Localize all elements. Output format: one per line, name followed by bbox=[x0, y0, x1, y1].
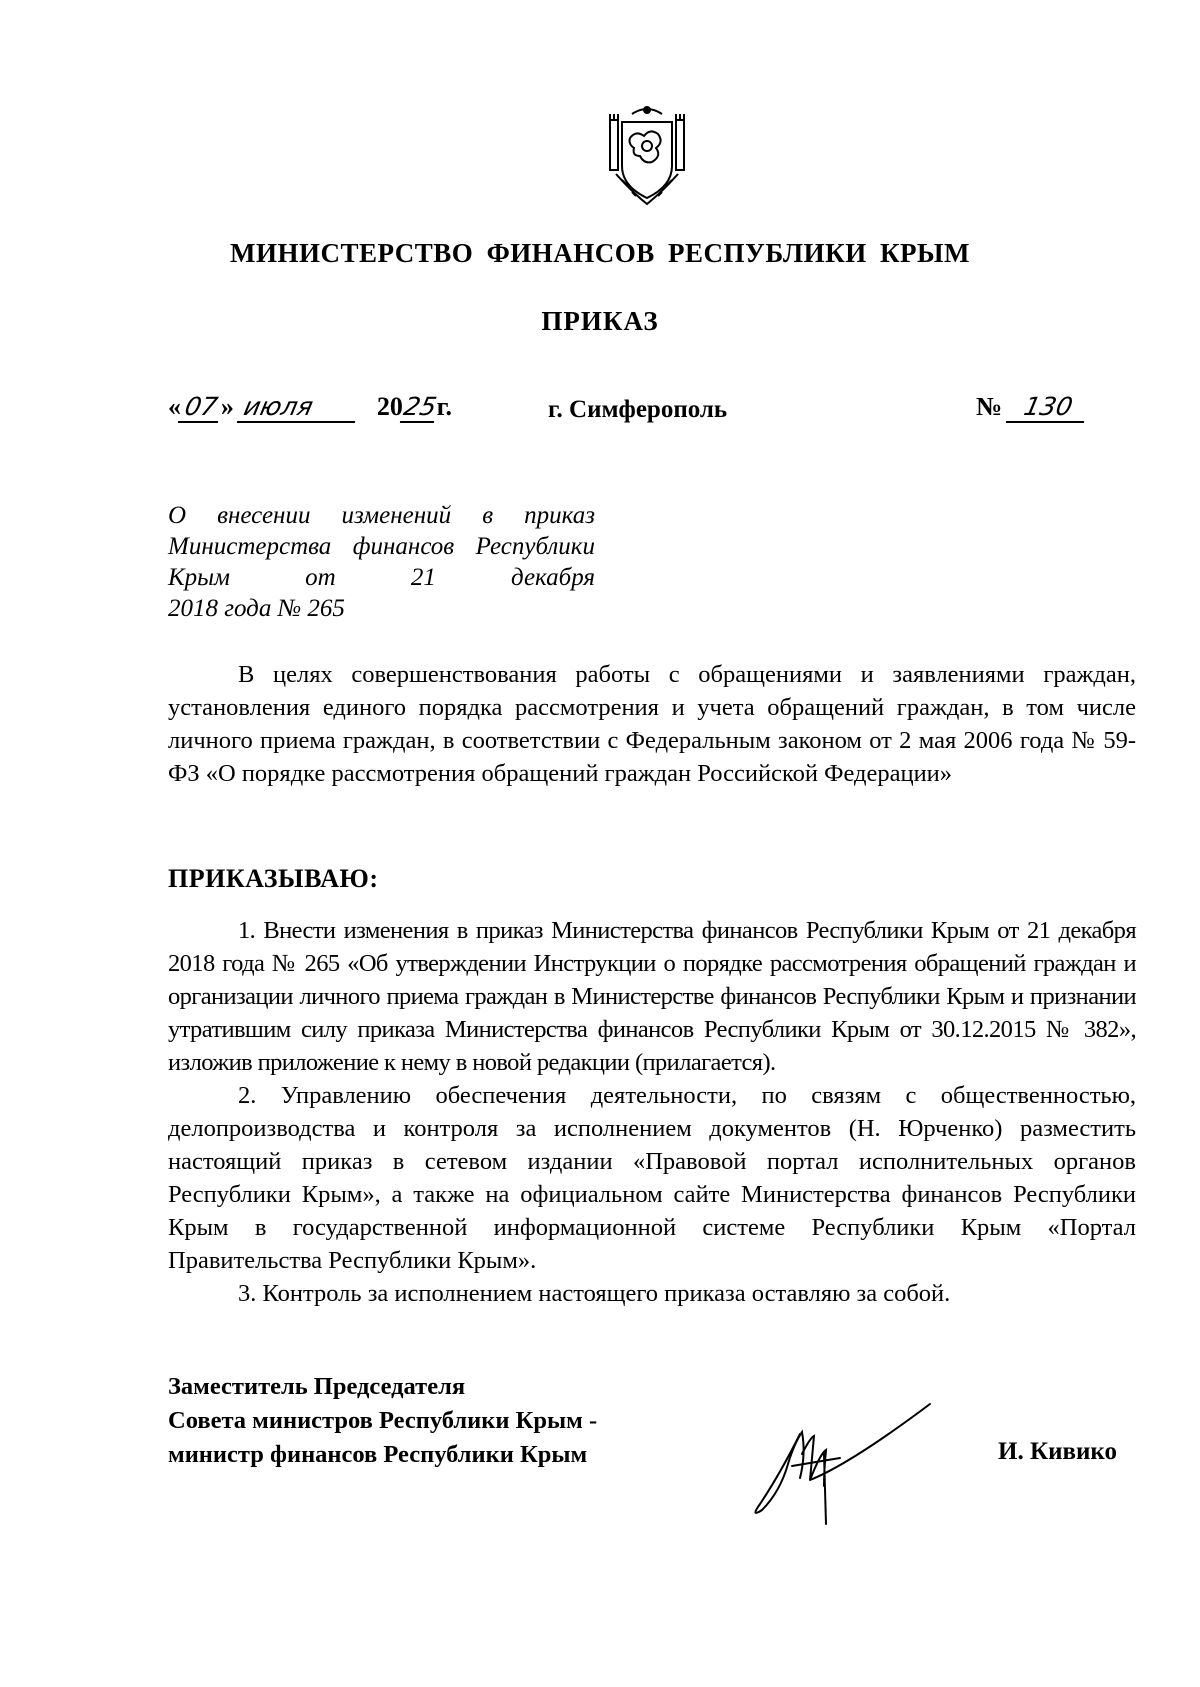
signer-title-line-3: министр финансов Республики Крым bbox=[168, 1441, 588, 1468]
signer-title-line-1: Заместитель Председателя bbox=[168, 1373, 466, 1400]
decree-word: ПРИКАЗЫВАЮ: bbox=[168, 864, 379, 893]
order-items bbox=[168, 914, 1136, 1310]
order-item-1: 1. Внести изменения в приказ Министерства финансов Республики Крым от 21 декабря 2018 года № 265 «Об утверждении Инструкции о порядке рассмотрения обращений граждан и организации личного приема граждан в Министерстве финансов Республики Крым и признании утратившим силу приказа Министерства финансов Республики Крым от 30.12.2015 № 382», изложив приложение к нему в новой редакции (прилагается). bbox=[168, 917, 1136, 1076]
signer-title-line-2: Совета министров Республики Крым - bbox=[168, 1407, 598, 1434]
number-value: 130 bbox=[1005, 393, 1089, 423]
date-year-suffix: 25 bbox=[401, 392, 440, 421]
coat-of-arms-icon bbox=[602, 104, 692, 208]
ministry-name: МИНИСТЕРСТВО ФИНАНСОВ РЕСПУБЛИКИ КРЫМ bbox=[229, 238, 971, 268]
subject-line-2: Министерства финансов bbox=[168, 533, 455, 560]
city: г. Симферополь bbox=[548, 396, 728, 423]
preamble-paragraph: В целях совершенствования работы с обращениями и заявлениями граждан, установления единого порядка рассмотрения и учета обращений граждан, в том числе личного приема граждан, в соответствии с Федеральным законом от 2 мая 2006 года № 59-ФЗ «О порядке рассмотрения обращений граждан Российской Федерации» bbox=[168, 661, 1136, 787]
order-item-2: 2. Управлению обеспечения деятельности, по связям с общественностью, делопроизводства и контроля за исполнением документов (Н. Юрченко) разместить настоящий приказ в сетевом издании «Правовой портал исполнительных органов Республики Крым», а также на официальном сайте Министерства финансов Республики Крым в государственной информационной системе Республики Крым «Портал Правительства Республики Крым». bbox=[168, 1082, 1136, 1274]
date-year-prefix: 20 bbox=[376, 392, 403, 421]
subject-line-1: О внесении изменений в приказ bbox=[168, 502, 595, 529]
subject-line-4: 2018 года № 265 bbox=[168, 595, 345, 622]
date-open-quote: « bbox=[168, 392, 181, 421]
date-year-mark: г. bbox=[436, 392, 452, 421]
signer-name: И. Кивико bbox=[998, 1438, 1117, 1465]
signature-icon bbox=[740, 1394, 940, 1534]
order-number bbox=[976, 392, 1087, 423]
date-day: 07 bbox=[178, 393, 224, 423]
document-type: ПРИКАЗ bbox=[541, 306, 659, 336]
signer-title bbox=[168, 1370, 597, 1472]
order-subject bbox=[168, 500, 595, 624]
order-item-3: 3. Контроль за исполнением настоящего приказа оставляю за собой. bbox=[238, 1280, 951, 1307]
number-label: № bbox=[976, 392, 1003, 421]
subject-line-3: Республики Крым от 21 декабря bbox=[168, 533, 595, 591]
date-month: июля bbox=[237, 393, 361, 423]
date-close-quote: » bbox=[220, 392, 234, 421]
order-date bbox=[168, 392, 452, 423]
